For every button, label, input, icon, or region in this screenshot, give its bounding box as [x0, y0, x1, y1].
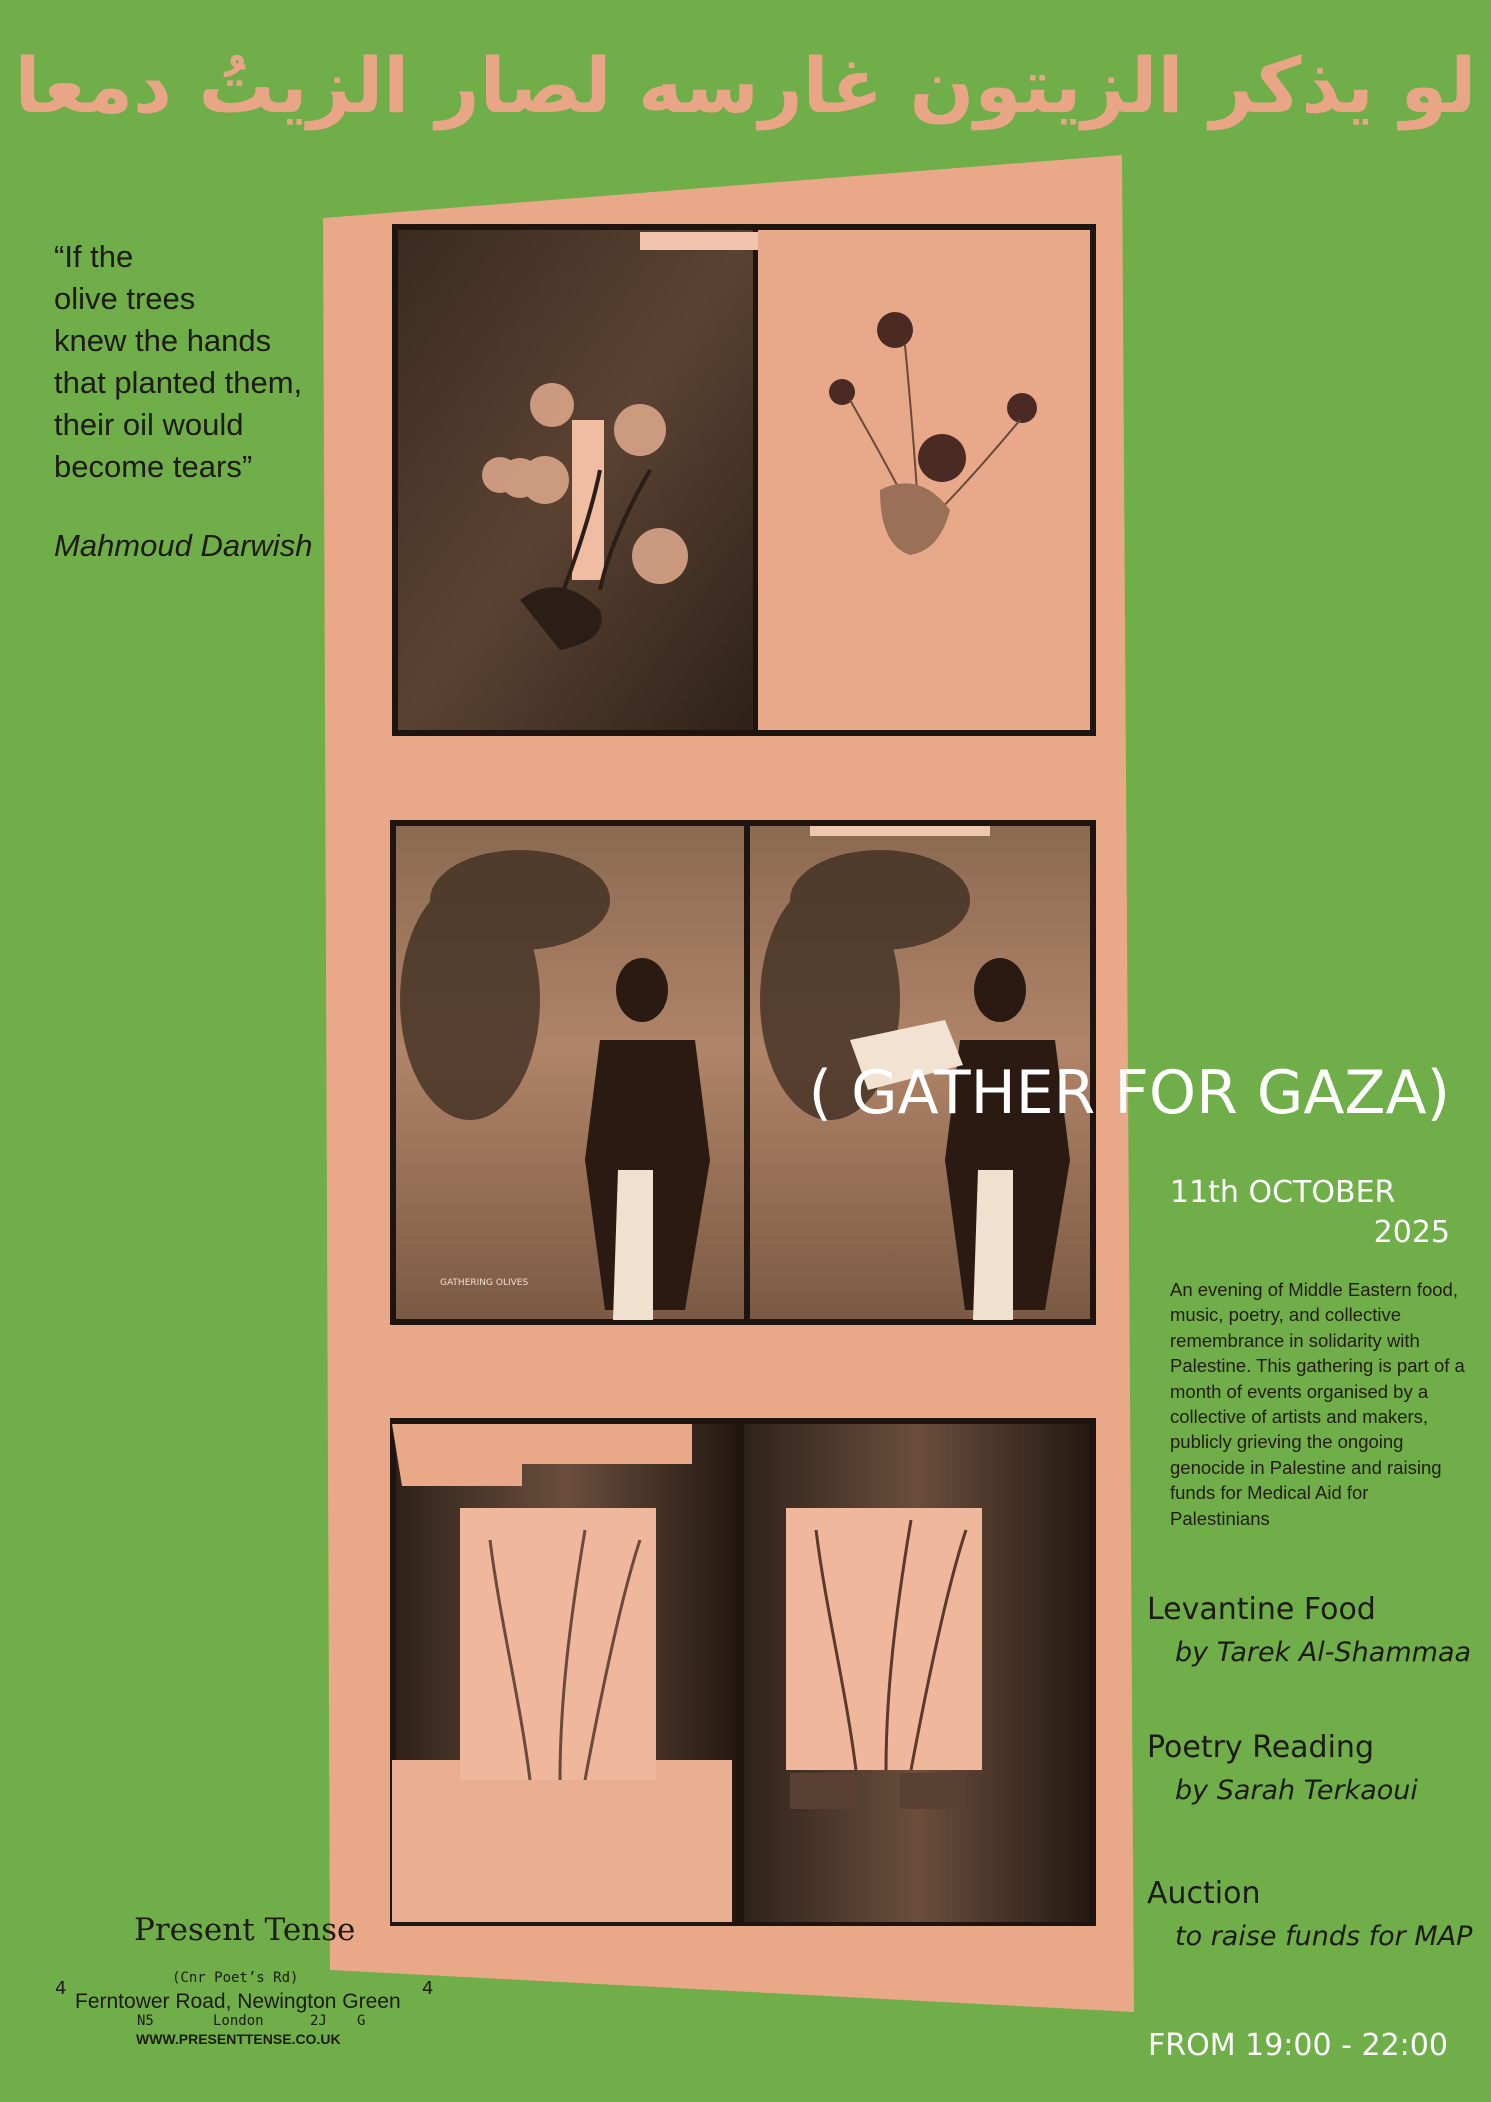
postcode-part: G: [357, 2013, 366, 2029]
photo-flowers: [392, 224, 1096, 736]
event-item-title: Levantine Food: [1147, 1592, 1376, 1627]
event-item-subtitle: by Sarah Terkaoui: [1175, 1775, 1418, 1806]
venue-logo: Present Tense: [134, 1912, 356, 1948]
event-date-year: 2025: [1373, 1215, 1450, 1250]
street-number-right: 4: [422, 1978, 434, 1999]
event-item-subtitle: to raise funds for MAP: [1175, 1921, 1473, 1952]
postcode-part: 2J: [310, 2013, 327, 2029]
street-number-left: 4: [55, 1978, 67, 1999]
event-description: An evening of Middle Eastern food, music, poetry, and collective remembrance in solidarity with Palestine. This gathering is part of a month of events organised by a collective of artists and makers, publicly grieving the ongoing genocide in Palestine and raising funds for Medical Aid for Palestinians: [1170, 1279, 1465, 1529]
venue-website[interactable]: WWW.PRESENTTENSE.CO.UK: [136, 2031, 341, 2047]
poem-quote: “If the olive trees knew the hands that planted them, their oil would become tears”: [54, 239, 303, 484]
event-headline: ( GATHER FOR GAZA): [808, 1058, 1450, 1128]
photo-gladioli: [390, 1418, 1096, 1926]
quote-author: Mahmoud Darwish: [54, 528, 313, 563]
event-date-day: 11th OCTOBER: [1170, 1175, 1396, 1210]
event-item-subtitle: by Tarek Al-Shammaa: [1175, 1637, 1472, 1668]
event-item-title: Poetry Reading: [1147, 1730, 1374, 1765]
postcode-part: N5: [137, 2013, 154, 2029]
arabic-title: لو يذكر الزيتون غارسه لصار الزيتُ دمعا: [14, 41, 1477, 130]
photo-caption: GATHERING OLIVES: [440, 1278, 529, 1288]
venue-corner: (Cnr Poet’s Rd): [172, 1970, 299, 1986]
event-time: FROM 19:00 - 22:00: [1148, 2028, 1448, 2063]
venue-street: Ferntower Road, Newington Green: [75, 1990, 401, 2013]
event-item-title: Auction: [1147, 1876, 1261, 1911]
venue-city: London: [213, 2013, 264, 2029]
